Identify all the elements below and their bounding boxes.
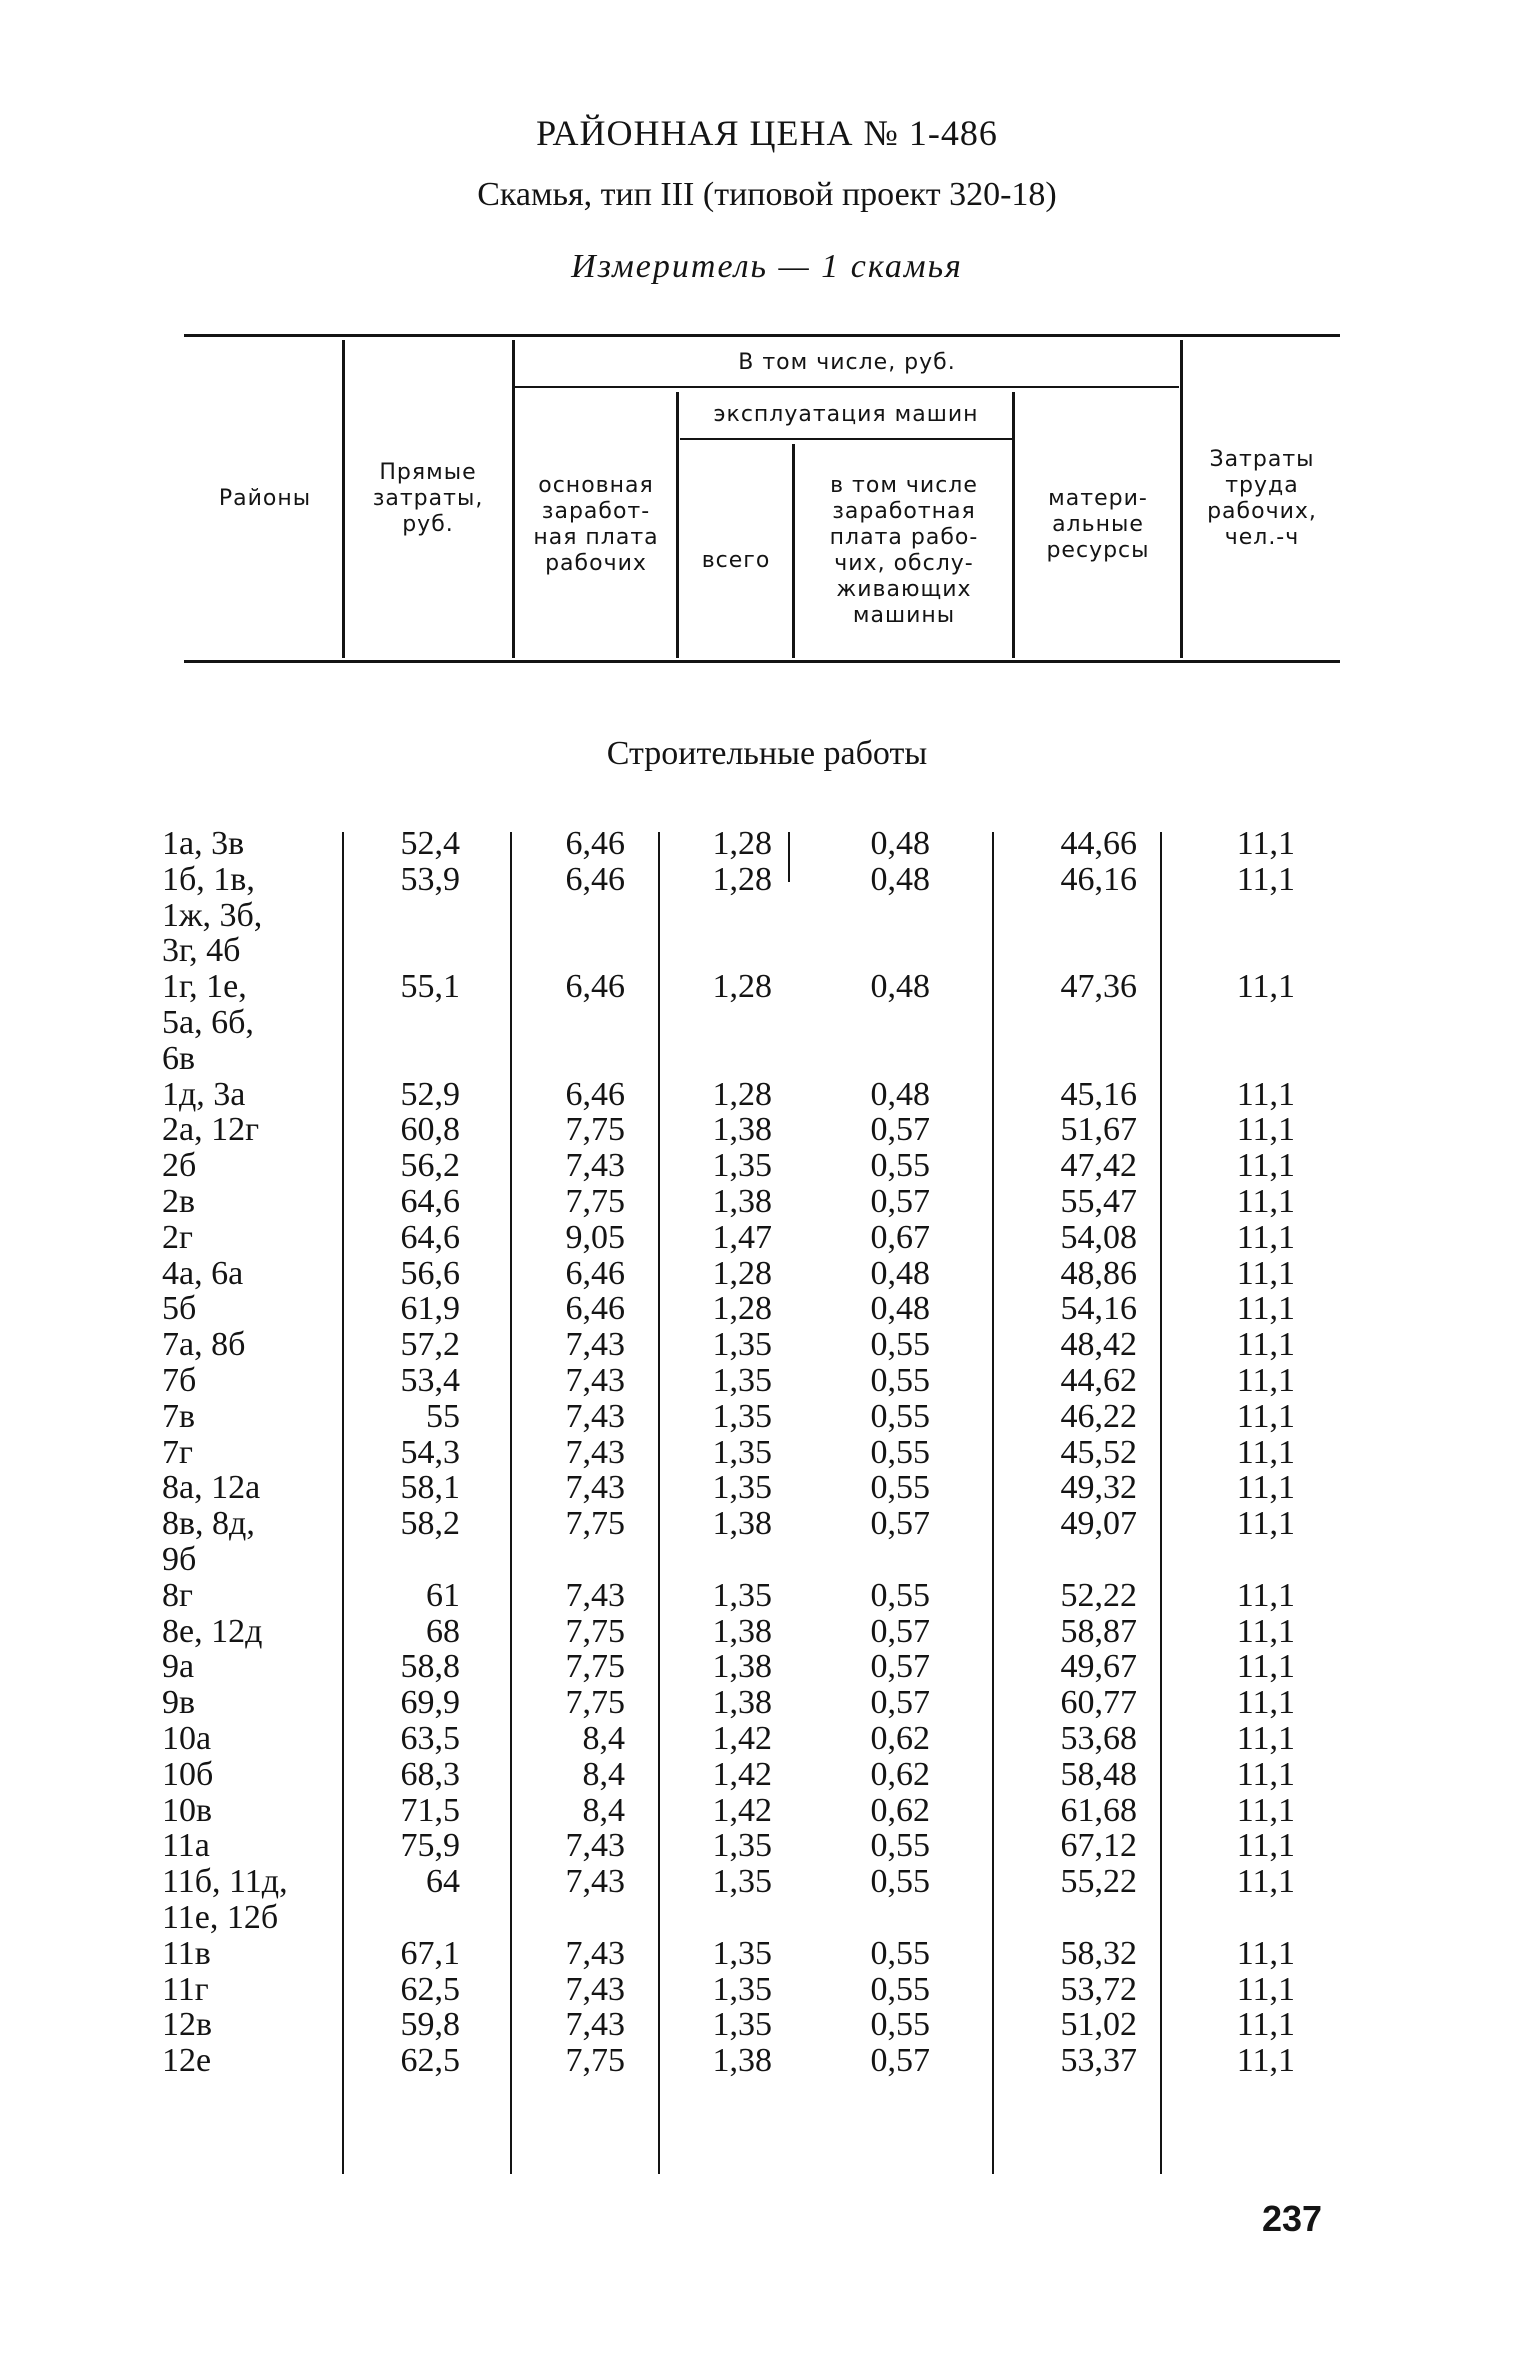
header-regions: Районы [218, 486, 312, 511]
cell-mwage: 0,67 [870, 1218, 930, 1256]
cell-total: 1,38 [712, 1111, 772, 1149]
table-row [0, 862, 1534, 898]
cell-total: 1,28 [712, 1290, 772, 1328]
table-row [0, 898, 1534, 934]
cell-total: 1,42 [712, 1755, 772, 1793]
cell-labor: 11,1 [1236, 1290, 1295, 1328]
cell-region: 2г [162, 1218, 193, 1256]
page-subtitle: Скамья, тип III (типовой проект 320-18) [477, 176, 1057, 213]
table-row [0, 1793, 1534, 1829]
cell-region: 11г [162, 1970, 209, 2008]
cell-wage: 7,43 [565, 1326, 625, 1364]
cell-wage: 7,43 [565, 1433, 625, 1471]
cell-mat: 47,36 [1060, 968, 1137, 1006]
machine-ops-rule [680, 438, 1015, 440]
table-row [0, 1327, 1534, 1363]
cell-direct: 61 [426, 1576, 460, 1614]
cell-wage: 7,43 [565, 1863, 625, 1901]
table-row [0, 1363, 1534, 1399]
cell-mat: 52,22 [1060, 1576, 1137, 1614]
header-top-rule [184, 334, 1340, 337]
table-row [0, 1399, 1534, 1435]
cell-mwage: 0,57 [870, 2042, 930, 2080]
cell-mat: 54,16 [1060, 1290, 1137, 1328]
cell-wage: 6,46 [565, 860, 625, 898]
table-row [0, 1077, 1534, 1113]
cell-mat: 51,67 [1060, 1111, 1137, 1149]
cell-mat: 58,87 [1060, 1612, 1137, 1650]
cell-direct: 58,1 [400, 1469, 460, 1507]
cell-region: 12е [162, 2042, 212, 2080]
table-row [0, 1864, 1534, 1900]
cell-direct: 52,4 [400, 825, 460, 862]
cell-wage: 6,46 [565, 1290, 625, 1328]
table-row [0, 1470, 1534, 1506]
cell-mat: 49,07 [1060, 1505, 1137, 1543]
cell-total: 1,38 [712, 1684, 772, 1722]
cell-region: 2а, 12г [162, 1111, 260, 1149]
cell-labor: 11,1 [1236, 1111, 1295, 1149]
cell-mat: 46,22 [1060, 1397, 1137, 1435]
cell-total: 1,35 [712, 1469, 772, 1507]
cell-labor: 11,1 [1236, 1648, 1295, 1686]
table-row [0, 1041, 1534, 1077]
cell-mwage: 0,55 [870, 2006, 930, 2044]
cell-mwage: 0,55 [870, 1863, 930, 1901]
table-row [0, 2007, 1534, 2043]
col-divider-6 [1180, 340, 1183, 658]
cell-wage: 7,43 [565, 1576, 625, 1614]
cell-mwage: 0,55 [870, 1362, 930, 1399]
cell-total: 1,35 [712, 1576, 772, 1614]
cell-mwage: 0,48 [870, 1254, 930, 1292]
table-row [0, 1291, 1534, 1327]
cell-labor: 11,1 [1236, 1505, 1295, 1543]
cell-mwage: 0,57 [870, 1505, 930, 1543]
cell-labor: 11,1 [1236, 1469, 1295, 1507]
col-divider-1 [342, 340, 345, 658]
cell-mwage: 0,48 [870, 968, 930, 1006]
cell-total: 1,47 [712, 1218, 772, 1256]
cell-direct: 64,6 [400, 1183, 460, 1220]
cell-direct: 56,6 [400, 1254, 460, 1292]
table-row [0, 826, 1534, 862]
cell-mat: 60,77 [1060, 1684, 1137, 1722]
table-row [0, 1256, 1534, 1292]
cell-labor: 11,1 [1236, 1863, 1295, 1901]
cell-labor: 11,1 [1236, 1684, 1295, 1722]
col-divider-2 [512, 340, 515, 658]
cell-mwage: 0,62 [870, 1791, 930, 1829]
cell-direct: 64,6 [400, 1218, 460, 1256]
cell-wage: 8,4 [582, 1791, 625, 1829]
cell-mwage: 0,57 [870, 1648, 930, 1686]
cell-region: 8е, 12д [162, 1612, 263, 1650]
table-row [0, 1578, 1534, 1614]
cell-mwage: 0,55 [870, 1934, 930, 1972]
cell-direct: 55 [426, 1397, 460, 1435]
cell-mwage: 0,55 [870, 1469, 930, 1507]
cell-direct: 68,3 [400, 1755, 460, 1793]
cell-region: 1а, 3в [162, 825, 245, 862]
header-materials: матери- альные ресурсы [1046, 486, 1150, 563]
table-row [0, 1614, 1534, 1650]
cell-labor: 11,1 [1236, 1755, 1295, 1793]
cell-mat: 58,32 [1060, 1934, 1137, 1972]
cell-labor: 11,1 [1236, 1827, 1295, 1865]
cell-wage: 7,43 [565, 1147, 625, 1185]
cell-mat: 58,48 [1060, 1755, 1137, 1793]
cell-direct: 58,8 [400, 1648, 460, 1686]
cell-labor: 11,1 [1236, 1218, 1295, 1256]
cell-direct: 56,2 [400, 1147, 460, 1185]
cell-region: 8в, 8д, [162, 1505, 255, 1543]
cell-mwage: 0,57 [870, 1612, 930, 1650]
cell-region: 1г, 1е, [162, 968, 247, 1006]
cell-direct: 71,5 [400, 1791, 460, 1829]
header-machine-total: всего [701, 548, 771, 573]
cell-wage: 7,43 [565, 1362, 625, 1399]
cell-mwage: 0,55 [870, 1326, 930, 1364]
cell-mat: 49,67 [1060, 1648, 1137, 1686]
table-row [0, 1900, 1534, 1936]
measure-unit: Измеритель — 1 скамья [571, 248, 963, 285]
cell-total: 1,35 [712, 1362, 772, 1399]
table-row [0, 1220, 1534, 1256]
cell-wage: 8,4 [582, 1755, 625, 1793]
cell-direct: 64 [426, 1863, 460, 1901]
cell-total: 1,35 [712, 1326, 772, 1364]
cell-wage: 7,75 [565, 2042, 625, 2080]
cell-total: 1,28 [712, 1075, 772, 1113]
cell-wage: 7,75 [565, 1648, 625, 1686]
cell-mwage: 0,55 [870, 1147, 930, 1185]
cell-mat: 45,52 [1060, 1433, 1137, 1471]
cell-labor: 11,1 [1236, 2042, 1295, 2080]
cell-mat: 47,42 [1060, 1147, 1137, 1185]
cell-mwage: 0,62 [870, 1755, 930, 1793]
cell-mwage: 0,55 [870, 1827, 930, 1865]
cell-mat: 55,22 [1060, 1863, 1137, 1901]
cell-labor: 11,1 [1236, 1934, 1295, 1972]
cell-region: 7а, 8б [162, 1326, 246, 1364]
cell-total: 1,35 [712, 1827, 772, 1865]
table-row [0, 1757, 1534, 1793]
cell-labor: 11,1 [1236, 1183, 1295, 1220]
cell-labor: 11,1 [1236, 1612, 1295, 1650]
cell-region: 5б [162, 1290, 197, 1328]
col-divider-4 [792, 444, 795, 658]
cell-direct: 63,5 [400, 1720, 460, 1757]
header-direct-costs: Прямые затраты, руб. [372, 460, 484, 537]
cell-mwage: 0,57 [870, 1684, 930, 1722]
cell-mat: 48,86 [1060, 1254, 1137, 1292]
cell-total: 1,35 [712, 1970, 772, 2008]
cell-wage: 9,05 [565, 1218, 625, 1256]
cell-mwage: 0,55 [870, 1970, 930, 2008]
table-row [0, 1972, 1534, 2008]
cell-wage: 7,75 [565, 1111, 625, 1149]
cell-mat: 67,12 [1060, 1827, 1137, 1865]
col-divider-5 [1012, 392, 1015, 658]
cell-total: 1,35 [712, 1147, 772, 1185]
cell-direct: 57,2 [400, 1326, 460, 1364]
cell-total: 1,35 [712, 1934, 772, 1972]
cell-region: 11в [162, 1934, 211, 1972]
cell-mwage: 0,57 [870, 1183, 930, 1220]
table-row [0, 2043, 1534, 2079]
table-row [0, 1506, 1534, 1542]
cell-wage: 7,75 [565, 1684, 625, 1722]
cell-mat: 54,08 [1060, 1218, 1137, 1256]
cell-region: 3г, 4б [162, 932, 241, 970]
cell-direct: 61,9 [400, 1290, 460, 1328]
including-rule [515, 386, 1179, 388]
cell-region: 9б [162, 1541, 197, 1578]
table-row [0, 1721, 1534, 1757]
cell-total: 1,35 [712, 1863, 772, 1901]
cell-mwage: 0,62 [870, 1720, 930, 1757]
cell-mat: 48,42 [1060, 1326, 1137, 1364]
cell-total: 1,28 [712, 860, 772, 898]
cell-direct: 53,4 [400, 1362, 460, 1399]
cell-mwage: 0,55 [870, 1433, 930, 1471]
header-labor: Затраты труда рабочих, чел.-ч [1207, 447, 1317, 550]
cell-mwage: 0,57 [870, 1111, 930, 1149]
cell-labor: 11,1 [1236, 1362, 1295, 1399]
table-row [0, 1685, 1534, 1721]
header-bottom-rule [184, 660, 1340, 663]
cell-direct: 59,8 [400, 2006, 460, 2044]
table-row [0, 1828, 1534, 1864]
cell-mwage: 0,55 [870, 1576, 930, 1614]
cell-total: 1,35 [712, 2006, 772, 2044]
cell-direct: 68 [426, 1612, 460, 1650]
cell-labor: 11,1 [1236, 1147, 1295, 1185]
cell-mat: 51,02 [1060, 2006, 1137, 2044]
cell-total: 1,38 [712, 2042, 772, 2080]
cell-region: 11б, 11д, [162, 1863, 288, 1901]
cell-mat: 44,62 [1060, 1362, 1137, 1399]
table-row [0, 1542, 1534, 1578]
cell-total: 1,42 [712, 1720, 772, 1757]
cell-mat: 46,16 [1060, 860, 1137, 898]
cell-total: 1,38 [712, 1183, 772, 1220]
cell-mwage: 0,48 [870, 860, 930, 898]
section-title: Строительные работы [606, 735, 928, 772]
cell-region: 7г [162, 1433, 193, 1471]
cell-labor: 11,1 [1236, 968, 1295, 1006]
cell-mwage: 0,48 [870, 1290, 930, 1328]
cell-direct: 53,9 [400, 860, 460, 898]
cell-region: 11а [162, 1827, 210, 1865]
cell-direct: 69,9 [400, 1684, 460, 1722]
cell-wage: 7,75 [565, 1183, 625, 1220]
cell-wage: 7,43 [565, 1827, 625, 1865]
cell-direct: 58,2 [400, 1505, 460, 1543]
cell-wage: 6,46 [565, 1075, 625, 1113]
cell-mat: 53,68 [1060, 1720, 1137, 1757]
cell-region: 2б [162, 1147, 197, 1185]
cell-direct: 62,5 [400, 2042, 460, 2080]
cell-region: 2в [162, 1183, 196, 1220]
table-row [0, 1435, 1534, 1471]
cell-wage: 6,46 [565, 1254, 625, 1292]
cell-region: 1б, 1в, [162, 860, 255, 898]
cell-direct: 62,5 [400, 1970, 460, 2008]
table-row [0, 1112, 1534, 1148]
cell-direct: 52,9 [400, 1075, 460, 1113]
cell-mat: 49,32 [1060, 1469, 1137, 1507]
cell-wage: 7,43 [565, 1970, 625, 2008]
cell-region: 7б [162, 1362, 197, 1399]
cell-mwage: 0,48 [870, 1075, 930, 1113]
cell-region: 12в [162, 2006, 213, 2044]
cell-total: 1,35 [712, 1397, 772, 1435]
cell-total: 1,42 [712, 1791, 772, 1829]
cell-total: 1,28 [712, 968, 772, 1006]
table-row [0, 1936, 1534, 1972]
cell-total: 1,28 [712, 825, 772, 862]
cell-region: 11е, 12б [162, 1899, 279, 1936]
cell-direct: 55,1 [400, 968, 460, 1006]
cell-direct: 60,8 [400, 1111, 460, 1149]
cell-labor: 11,1 [1236, 2006, 1295, 2044]
header-machine-ops: эксплуатация машин [713, 402, 979, 427]
cell-direct: 75,9 [400, 1827, 460, 1865]
cell-wage: 8,4 [582, 1720, 625, 1757]
cell-total: 1,38 [712, 1648, 772, 1686]
cell-region: 1ж, 3б, [162, 896, 263, 934]
cell-labor: 11,1 [1236, 1433, 1295, 1471]
cell-total: 1,38 [712, 1505, 772, 1543]
cell-region: 8г [162, 1576, 193, 1614]
cell-wage: 7,43 [565, 1469, 625, 1507]
page-number: 237 [1262, 2198, 1323, 2239]
cell-region: 10б [162, 1755, 214, 1793]
table-row [0, 1184, 1534, 1220]
cell-labor: 11,1 [1236, 1576, 1295, 1614]
cell-region: 4а, 6а [162, 1254, 244, 1292]
cell-wage: 7,75 [565, 1505, 625, 1543]
cell-labor: 11,1 [1236, 1970, 1295, 2008]
cell-mat: 61,68 [1060, 1791, 1137, 1829]
cell-labor: 11,1 [1236, 825, 1295, 862]
header-machine-wage: в том числе заработная плата рабо- чих, обслу- живающих машины [829, 473, 979, 628]
cell-region: 9в [162, 1684, 196, 1722]
cell-direct: 67,1 [400, 1934, 460, 1972]
table-row [0, 969, 1534, 1005]
cell-labor: 11,1 [1236, 1254, 1295, 1292]
cell-mat: 55,47 [1060, 1183, 1137, 1220]
cell-total: 1,28 [712, 1254, 772, 1292]
cell-region: 5а, 6б, [162, 1004, 254, 1041]
table-row [0, 1649, 1534, 1685]
cell-region: 10в [162, 1791, 213, 1829]
cell-labor: 11,1 [1236, 1397, 1295, 1435]
cell-wage: 7,43 [565, 1934, 625, 1972]
header-including: В том числе, руб. [738, 350, 956, 375]
cell-labor: 11,1 [1236, 1791, 1295, 1829]
cell-region: 1д, 3а [162, 1075, 246, 1113]
table-row [0, 933, 1534, 969]
cell-labor: 11,1 [1236, 1075, 1295, 1113]
cell-wage: 6,46 [565, 968, 625, 1006]
cell-wage: 7,75 [565, 1612, 625, 1650]
cell-direct: 54,3 [400, 1433, 460, 1471]
cell-mat: 44,66 [1060, 825, 1137, 862]
cell-mat: 45,16 [1060, 1075, 1137, 1113]
cell-wage: 7,43 [565, 2006, 625, 2044]
cell-mat: 53,37 [1060, 2042, 1137, 2080]
cell-total: 1,38 [712, 1612, 772, 1650]
cell-labor: 11,1 [1236, 860, 1295, 898]
cell-wage: 7,43 [565, 1397, 625, 1435]
cell-wage: 6,46 [565, 825, 625, 862]
cell-mwage: 0,48 [870, 825, 930, 862]
cell-region: 6в [162, 1039, 196, 1077]
cell-region: 7в [162, 1397, 196, 1435]
cell-mwage: 0,55 [870, 1397, 930, 1435]
header-base-wage: основная заработ- ная плата рабочих [533, 473, 659, 576]
page-title: РАЙОННАЯ ЦЕНА № 1-486 [536, 113, 998, 153]
cell-labor: 11,1 [1236, 1326, 1295, 1364]
cell-mat: 53,72 [1060, 1970, 1137, 2008]
cell-region: 9а [162, 1648, 195, 1686]
table-row [0, 1148, 1534, 1184]
cell-region: 10а [162, 1720, 212, 1757]
cell-total: 1,35 [712, 1433, 772, 1471]
cell-labor: 11,1 [1236, 1720, 1295, 1757]
col-divider-3 [676, 392, 679, 658]
table-row [0, 1005, 1534, 1041]
cell-region: 8а, 12а [162, 1469, 261, 1507]
